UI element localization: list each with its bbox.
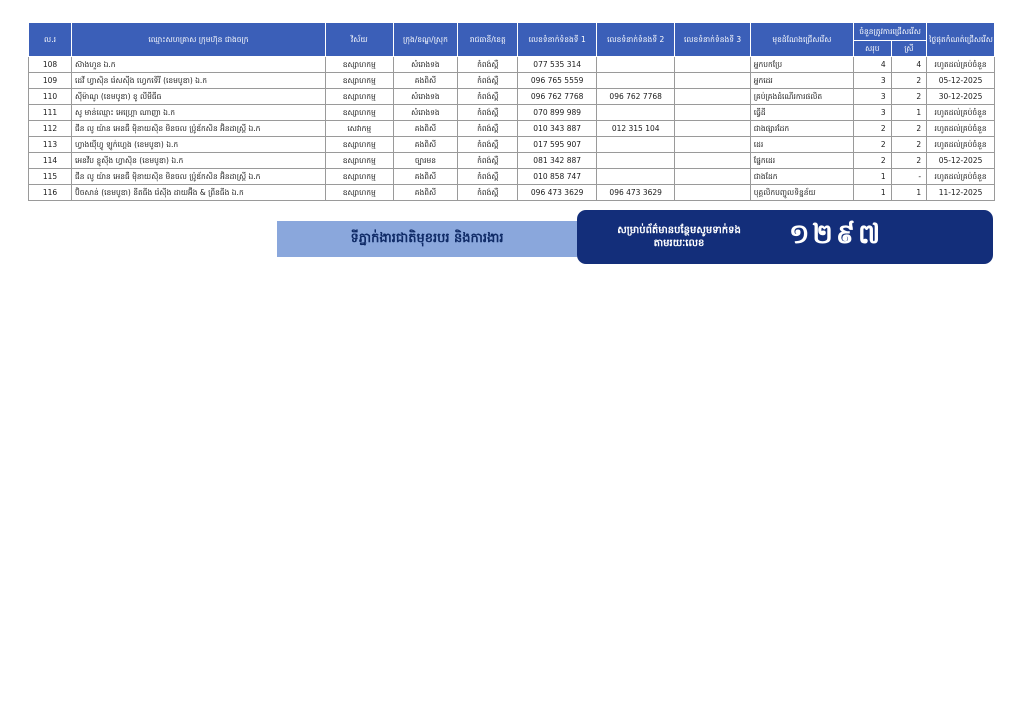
- cell-phone-3: [675, 185, 750, 201]
- cell-total: 2: [854, 121, 892, 137]
- cell-phone-3: [675, 57, 750, 73]
- job-vacancy-table: [28, 22, 995, 201]
- cell-province: កំពង់ស្ពឺ: [458, 57, 518, 73]
- cell-deadline: រហូតដល់គ្រប់ចំនួន: [927, 57, 995, 73]
- cell-province: កំពង់ស្ពឺ: [458, 89, 518, 105]
- cell-phone-3: [675, 121, 750, 137]
- header-sector: វិស័យ: [325, 23, 393, 57]
- cell-female: 2: [891, 137, 927, 153]
- cell-district: គងពិសី: [393, 73, 458, 89]
- cell-sector: ឧស្សាហកម្ម: [325, 73, 393, 89]
- cell-total: 2: [854, 153, 892, 169]
- cell-phone-2: [596, 73, 675, 89]
- cell-company: ជីន លូ យ៉ាន អេនធឺ ម៉ិនាយស៊ិន មិនចល ប្រ៉ូឌ័កសិន អ៊ិនដាស្ត្រី ឯ.ក: [72, 121, 326, 137]
- cell-position: ជាងដែក: [750, 169, 853, 185]
- table-row: [29, 73, 995, 89]
- cell-province: កំពង់ស្ពឺ: [458, 105, 518, 121]
- contact-note: សម្រាប់ព័ត៌មានបន្ថែមសូមទាក់ទងតាមរយៈលេខ: [617, 225, 741, 249]
- cell-deadline: 05-12-2025: [927, 73, 995, 89]
- header-district: ក្រុង/ខណ្ឌ/ស្រុក: [393, 23, 458, 57]
- cell-phone-3: [675, 73, 750, 89]
- cell-position: ផ្នែកដេរ: [750, 153, 853, 169]
- cell-phone-1: 017 595 907: [518, 137, 597, 153]
- agency-name: ទីភ្នាក់ងារជាតិមុខរបរ និងការងារ: [350, 230, 504, 246]
- header-phone-2: លេខទំនាក់ទំនងទី 2: [596, 23, 675, 57]
- cell-phone-2: [596, 169, 675, 185]
- table-body: [29, 57, 995, 201]
- cell-total: 3: [854, 105, 892, 121]
- cell-deadline: រហូតដល់គ្រប់ចំនួន: [927, 169, 995, 185]
- cell-sector: សេវាកម្ម: [325, 121, 393, 137]
- cell-sector: ឧស្សាហកម្ម: [325, 89, 393, 105]
- cell-province: កំពង់ស្ពឺ: [458, 169, 518, 185]
- table-row: [29, 137, 995, 153]
- cell-district: ច្បារមន: [393, 153, 458, 169]
- table-row: [29, 121, 995, 137]
- cell-position: អ្នកបកប្រែ: [750, 57, 853, 73]
- cell-position: ដេរ: [750, 137, 853, 153]
- cell-phone-2: [596, 105, 675, 121]
- cell-company: សូ មាន់ឈ្មោះ អេហ្គ្រោ ណាញា ឯ.ក: [72, 105, 326, 121]
- header-deadline: ថ្ងៃផុតកំណត់ជ្រើសរើស: [927, 23, 995, 57]
- cell-sector: ឧស្សាហកម្ម: [325, 185, 393, 201]
- cell-phone-2: 096 473 3629: [596, 185, 675, 201]
- cell-province: កំពង់ស្ពឺ: [458, 185, 518, 201]
- table-row: [29, 169, 995, 185]
- table-row: [29, 105, 995, 121]
- cell-total: 2: [854, 137, 892, 153]
- cell-phone-1: 096 765 5559: [518, 73, 597, 89]
- cell-phone-2: [596, 137, 675, 153]
- cell-female: 1: [891, 185, 927, 201]
- hotline-banner: [577, 210, 993, 264]
- cell-no: 108: [29, 57, 72, 73]
- header-company: ឈ្មោះសហគ្រាស ក្រុមហ៊ុន ជាងចក្រ: [72, 23, 326, 57]
- cell-phone-2: 096 762 7768: [596, 89, 675, 105]
- cell-district: គងពិសី: [393, 121, 458, 137]
- cell-district: សំរោងទង: [393, 105, 458, 121]
- cell-no: 113: [29, 137, 72, 153]
- cell-female: 2: [891, 121, 927, 137]
- cell-phone-1: 077 535 314: [518, 57, 597, 73]
- cell-district: សំរោងទង: [393, 89, 458, 105]
- cell-deadline: រហូតដល់គ្រប់ចំនួន: [927, 105, 995, 121]
- cell-phone-3: [675, 89, 750, 105]
- cell-no: 114: [29, 153, 72, 169]
- cell-phone-3: [675, 169, 750, 185]
- header-female: ស្រី: [891, 41, 927, 57]
- cell-company: ជីន លូ យ៉ាន អេនធឺ ម៉ិនាយស៊ិន មិនចល ប្រ៉ូឌ័កសិន អ៊ិនដាស្ត្រី ឯ.ក: [72, 169, 326, 185]
- cell-company: ស៊ាងហួន ឯ.ក: [72, 57, 326, 73]
- cell-company: ប៊ិចសាន់ (ខេមបូឌា) នីតធីង រ៉េស៊ីង ដាយអ៊ីង & ព្រីនធីង ឯ.ក: [72, 185, 326, 201]
- cell-total: 4: [854, 57, 892, 73]
- cell-female: 2: [891, 89, 927, 105]
- cell-province: កំពង់ស្ពឺ: [458, 73, 518, 89]
- cell-total: 1: [854, 185, 892, 201]
- cell-phone-1: 070 899 989: [518, 105, 597, 121]
- cell-deadline: 05-12-2025: [927, 153, 995, 169]
- cell-total: 3: [854, 73, 892, 89]
- cell-sector: ឧស្សាហកម្ម: [325, 57, 393, 73]
- cell-sector: ឧស្សាហកម្ម: [325, 137, 393, 153]
- table-row: [29, 153, 995, 169]
- cell-phone-1: 096 473 3629: [518, 185, 597, 201]
- cell-district: គងពិសី: [393, 137, 458, 153]
- cell-phone-3: [675, 153, 750, 169]
- cell-phone-2: 012 315 104: [596, 121, 675, 137]
- table-row: [29, 89, 995, 105]
- cell-no: 116: [29, 185, 72, 201]
- cell-company: អេនវីប ខ្លូស៊ីង ហ្វាស៊ិន (ខេមបូឌា) ឯ.ក: [72, 153, 326, 169]
- cell-position: អ្នកដេរ: [750, 73, 853, 89]
- cell-province: កំពង់ស្ពឺ: [458, 121, 518, 137]
- cell-district: គងពិសី: [393, 185, 458, 201]
- cell-sector: ឧស្សាហកម្ម: [325, 153, 393, 169]
- cell-province: កំពង់ស្ពឺ: [458, 153, 518, 169]
- cell-sector: ឧស្សាហកម្ម: [325, 105, 393, 121]
- cell-sector: ឧស្សាហកម្ម: [325, 169, 393, 185]
- table-header-row: [29, 23, 995, 41]
- cell-total: 1: [854, 169, 892, 185]
- cell-deadline: រហូតដល់គ្រប់ចំនួន: [927, 137, 995, 153]
- cell-phone-1: 096 762 7768: [518, 89, 597, 105]
- header-province: រាជធានី/ខេត្ត: [458, 23, 518, 57]
- cell-no: 110: [29, 89, 72, 105]
- cell-no: 111: [29, 105, 72, 121]
- table-row: [29, 185, 995, 201]
- cell-company: ស៊ីម៉ាណូ (ខេមបូឌា) ខូ លីមីធីធ: [72, 89, 326, 105]
- header-hiring-count: ចំនួនត្រូវការជ្រើសរើស: [854, 23, 927, 41]
- header-phone-3: លេខទំនាក់ទំនងទី 3: [675, 23, 750, 57]
- cell-company: ហ្វាងយ៉ីហ្វូ ឡូក់ហ្គេង (ខេមបូឌា) ឯ.ក: [72, 137, 326, 153]
- cell-female: 4: [891, 57, 927, 73]
- cell-district: សំរោងទង: [393, 57, 458, 73]
- cell-no: 115: [29, 169, 72, 185]
- cell-district: គងពិសី: [393, 169, 458, 185]
- cell-deadline: 30-12-2025: [927, 89, 995, 105]
- header-position: មុខដំណែងជ្រើសរើស: [750, 23, 853, 57]
- cell-female: 2: [891, 153, 927, 169]
- header-no: ល.រ: [29, 23, 72, 57]
- cell-position: ជាងផ្សារដែក: [750, 121, 853, 137]
- cell-female: 1: [891, 105, 927, 121]
- cell-female: -: [891, 169, 927, 185]
- cell-total: 3: [854, 89, 892, 105]
- cell-deadline: រហូតដល់គ្រប់ចំនួន: [927, 121, 995, 137]
- cell-position: ធ្វើដី: [750, 105, 853, 121]
- cell-position: គ្រប់គ្រងដំណើរការផលិត: [750, 89, 853, 105]
- cell-position: បុគ្គលិកបញ្ចូលទិន្នន័យ: [750, 185, 853, 201]
- cell-phone-1: 010 858 747: [518, 169, 597, 185]
- cell-deadline: 11-12-2025: [927, 185, 995, 201]
- cell-no: 112: [29, 121, 72, 137]
- cell-phone-1: 081 342 887: [518, 153, 597, 169]
- cell-company: ដេវី ហ្វាស៊ិន រ៉េសស៊ីង ហ្វេកទើរី (ខេមបូឌា) ឯ.ក: [72, 73, 326, 89]
- cell-phone-2: [596, 57, 675, 73]
- cell-phone-1: 010 343 887: [518, 121, 597, 137]
- agency-banner: [277, 221, 577, 257]
- hotline-number: ១២៩៧: [789, 218, 884, 250]
- job-listing-sheet: [28, 22, 995, 201]
- cell-phone-2: [596, 153, 675, 169]
- cell-phone-3: [675, 137, 750, 153]
- cell-female: 2: [891, 73, 927, 89]
- cell-no: 109: [29, 73, 72, 89]
- header-phone-1: លេខទំនាក់ទំនងទី 1: [518, 23, 597, 57]
- cell-phone-3: [675, 105, 750, 121]
- cell-province: កំពង់ស្ពឺ: [458, 137, 518, 153]
- table-row: [29, 57, 995, 73]
- header-total: សរុប: [854, 41, 892, 57]
